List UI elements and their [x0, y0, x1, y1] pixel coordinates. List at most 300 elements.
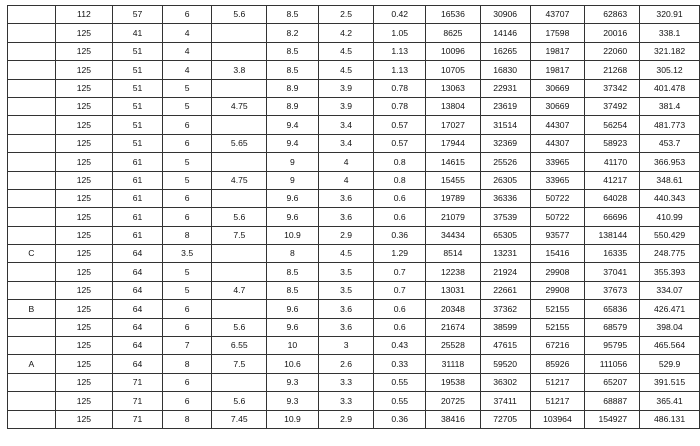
table-cell: 19789 [426, 189, 481, 207]
table-cell: 14146 [480, 24, 530, 42]
table-cell: 64 [113, 245, 163, 263]
table-cell: 25526 [480, 153, 530, 171]
table-cell: 61 [113, 189, 163, 207]
table-row [8, 245, 700, 263]
table-cell [212, 24, 267, 42]
table-cell: 3.9 [318, 97, 374, 115]
table-cell: 37539 [480, 208, 530, 226]
table-cell: 12238 [426, 263, 481, 281]
table-cell: 6 [162, 373, 212, 391]
table-cell: 21268 [585, 61, 640, 79]
table-cell: 4.7 [212, 281, 267, 299]
table-cell: 6 [162, 208, 212, 226]
table-cell: 0.36 [374, 226, 426, 244]
table-cell: 1.05 [374, 24, 426, 42]
table-cell: 5.6 [212, 318, 267, 336]
table-cell: 20725 [426, 392, 481, 410]
table-cell: 47615 [480, 337, 530, 355]
row-group-label [8, 373, 56, 391]
table-cell: 64 [113, 337, 163, 355]
table-cell [212, 42, 267, 60]
row-group-label: A [8, 355, 56, 373]
table-cell: 30906 [480, 6, 530, 24]
table-cell [212, 263, 267, 281]
table-cell: 8 [267, 245, 319, 263]
table-cell: 3.6 [318, 208, 374, 226]
table-cell: 71 [113, 373, 163, 391]
row-group-label: B [8, 300, 56, 318]
table-cell: 41 [113, 24, 163, 42]
table-cell: 125 [55, 171, 113, 189]
table-cell: 15455 [426, 171, 481, 189]
table-cell: 125 [55, 226, 113, 244]
table-cell: 125 [55, 24, 113, 42]
table-row [8, 116, 700, 134]
table-cell: 125 [55, 134, 113, 152]
table-cell: 57 [113, 6, 163, 24]
table-cell: 37411 [480, 392, 530, 410]
table-cell: 398.04 [640, 318, 700, 336]
table-cell: 3.6 [318, 318, 374, 336]
table-cell: 7.5 [212, 226, 267, 244]
table-cell: 6.55 [212, 337, 267, 355]
table-cell: 50722 [530, 189, 585, 207]
table-cell: 65836 [585, 300, 640, 318]
table-cell: 10705 [426, 61, 481, 79]
table-cell: 5.6 [212, 6, 267, 24]
table-cell: 0.7 [374, 281, 426, 299]
table-cell: 51 [113, 97, 163, 115]
table-cell: 3 [318, 337, 374, 355]
table-cell: 440.343 [640, 189, 700, 207]
table-cell: 4.75 [212, 97, 267, 115]
table-cell: 66696 [585, 208, 640, 226]
table-cell: 51 [113, 61, 163, 79]
table-cell: 8.9 [267, 97, 319, 115]
table-cell: 8.2 [267, 24, 319, 42]
table-row [8, 281, 700, 299]
table-cell: 6 [162, 189, 212, 207]
table-cell: 7 [162, 337, 212, 355]
table-cell: 25528 [426, 337, 481, 355]
table-cell [212, 116, 267, 134]
table-cell: 338.1 [640, 24, 700, 42]
table-cell: 41217 [585, 171, 640, 189]
table-cell: 381.4 [640, 97, 700, 115]
table-cell: 16265 [480, 42, 530, 60]
table-cell: 125 [55, 337, 113, 355]
table-cell: 4.5 [318, 42, 374, 60]
table-body [8, 6, 700, 429]
table-cell: 0.8 [374, 171, 426, 189]
table-cell: 401.478 [640, 79, 700, 97]
table-row [8, 6, 700, 24]
table-cell: 41170 [585, 153, 640, 171]
row-group-label [8, 392, 56, 410]
table-cell: 5 [162, 153, 212, 171]
table-cell: 125 [55, 189, 113, 207]
table-cell: 3.4 [318, 116, 374, 134]
table-cell: 5 [162, 263, 212, 281]
table-cell: 5.6 [212, 208, 267, 226]
table-cell: 0.55 [374, 392, 426, 410]
table-row [8, 42, 700, 60]
table-cell: 4 [318, 171, 374, 189]
table-cell: 103964 [530, 410, 585, 428]
table-row [8, 61, 700, 79]
table-cell: 3.4 [318, 134, 374, 152]
table-row [8, 392, 700, 410]
table-cell: 61 [113, 208, 163, 226]
table-cell: 36336 [480, 189, 530, 207]
table-cell: 125 [55, 373, 113, 391]
table-cell: 6 [162, 318, 212, 336]
table-cell: 50722 [530, 208, 585, 226]
table-cell: 453.7 [640, 134, 700, 152]
table-cell: 529.9 [640, 355, 700, 373]
table-cell: 125 [55, 116, 113, 134]
table-cell: 0.57 [374, 134, 426, 152]
table-cell: 51217 [530, 392, 585, 410]
table-cell: 2.9 [318, 226, 374, 244]
data-table [7, 5, 700, 429]
table-cell: 8.5 [267, 263, 319, 281]
table-cell: 21079 [426, 208, 481, 226]
table-cell [212, 300, 267, 318]
table-cell: 5.6 [212, 392, 267, 410]
table-cell: 21674 [426, 318, 481, 336]
table-cell: 16830 [480, 61, 530, 79]
table-cell: 17944 [426, 134, 481, 152]
table-cell: 72705 [480, 410, 530, 428]
table-cell: 305.12 [640, 61, 700, 79]
table-cell: 19538 [426, 373, 481, 391]
row-group-label [8, 6, 56, 24]
table-cell: 16335 [585, 245, 640, 263]
table-cell: 4.5 [318, 61, 374, 79]
table-cell: 34434 [426, 226, 481, 244]
table-cell: 58923 [585, 134, 640, 152]
table-cell: 125 [55, 245, 113, 263]
table-cell: 37492 [585, 97, 640, 115]
table-cell: 0.57 [374, 116, 426, 134]
table-cell: 51 [113, 134, 163, 152]
table-cell: 125 [55, 300, 113, 318]
row-group-label: C [8, 245, 56, 263]
table-cell: 0.55 [374, 373, 426, 391]
row-group-label [8, 263, 56, 281]
table-cell: 154927 [585, 410, 640, 428]
table-cell: 4 [162, 61, 212, 79]
table-cell: 71 [113, 410, 163, 428]
table-cell: 4.75 [212, 171, 267, 189]
table-cell: 8.5 [267, 61, 319, 79]
table-cell: 62863 [585, 6, 640, 24]
table-row [8, 208, 700, 226]
table-cell: 125 [55, 318, 113, 336]
table-cell: 65207 [585, 373, 640, 391]
table-cell: 23619 [480, 97, 530, 115]
table-cell: 6 [162, 6, 212, 24]
table-cell: 125 [55, 392, 113, 410]
table-cell: 321.182 [640, 42, 700, 60]
table-cell: 365.41 [640, 392, 700, 410]
table-cell: 0.78 [374, 97, 426, 115]
table-cell: 10.6 [267, 355, 319, 373]
table-cell: 59520 [480, 355, 530, 373]
table-cell: 2.6 [318, 355, 374, 373]
table-cell: 30669 [530, 97, 585, 115]
table-cell: 64 [113, 263, 163, 281]
table-cell: 125 [55, 79, 113, 97]
table-cell: 0.33 [374, 355, 426, 373]
table-cell: 38416 [426, 410, 481, 428]
table-cell: 15416 [530, 245, 585, 263]
table-cell [212, 189, 267, 207]
table-cell: 5 [162, 97, 212, 115]
row-group-label [8, 61, 56, 79]
table-cell: 71 [113, 392, 163, 410]
table-cell: 0.6 [374, 208, 426, 226]
table-cell: 125 [55, 410, 113, 428]
table-cell: 4 [162, 42, 212, 60]
table-cell: 9.6 [267, 189, 319, 207]
table-row [8, 337, 700, 355]
table-cell: 3.6 [318, 300, 374, 318]
table-cell: 6 [162, 300, 212, 318]
table-row [8, 171, 700, 189]
table-cell: 29908 [530, 263, 585, 281]
table-cell: 2.5 [318, 6, 374, 24]
table-cell: 3.3 [318, 392, 374, 410]
table-cell: 52155 [530, 318, 585, 336]
table-row [8, 263, 700, 281]
table-cell: 10.9 [267, 410, 319, 428]
table-cell: 8 [162, 355, 212, 373]
table-cell: 3.5 [162, 245, 212, 263]
table-cell: 19817 [530, 61, 585, 79]
table-cell: 0.8 [374, 153, 426, 171]
table-cell: 3.3 [318, 373, 374, 391]
table-cell: 125 [55, 153, 113, 171]
table-cell: 3.8 [212, 61, 267, 79]
table-cell: 61 [113, 171, 163, 189]
table-cell: 9 [267, 153, 319, 171]
table-cell: 8.5 [267, 42, 319, 60]
table-cell: 1.13 [374, 61, 426, 79]
table-cell: 1.13 [374, 42, 426, 60]
table-cell: 481.773 [640, 116, 700, 134]
table-cell: 9.3 [267, 392, 319, 410]
table-cell: 8 [162, 410, 212, 428]
table-cell: 410.99 [640, 208, 700, 226]
table-cell: 37673 [585, 281, 640, 299]
table-cell: 125 [55, 208, 113, 226]
table-cell: 9 [267, 171, 319, 189]
table-row [8, 410, 700, 428]
table-cell: 30669 [530, 79, 585, 97]
table-cell: 3.5 [318, 281, 374, 299]
table-cell: 36302 [480, 373, 530, 391]
table-row [8, 300, 700, 318]
table-cell: 4 [318, 153, 374, 171]
table-cell: 4 [162, 24, 212, 42]
table-cell: 64 [113, 318, 163, 336]
table-cell: 67216 [530, 337, 585, 355]
table-cell: 20016 [585, 24, 640, 42]
table-row [8, 134, 700, 152]
row-group-label [8, 410, 56, 428]
table-cell: 56254 [585, 116, 640, 134]
row-group-label [8, 153, 56, 171]
table-cell: 13031 [426, 281, 481, 299]
table-cell: 248.775 [640, 245, 700, 263]
table-cell: 125 [55, 355, 113, 373]
table-cell: 21924 [480, 263, 530, 281]
table-cell: 4.2 [318, 24, 374, 42]
table-cell: 320.91 [640, 6, 700, 24]
table-cell: 8.5 [267, 281, 319, 299]
table-cell: 2.9 [318, 410, 374, 428]
table-cell: 20348 [426, 300, 481, 318]
table-row [8, 373, 700, 391]
table-cell: 9.3 [267, 373, 319, 391]
table-cell: 29908 [530, 281, 585, 299]
table-cell: 43707 [530, 6, 585, 24]
table-cell: 52155 [530, 300, 585, 318]
table-cell: 8.9 [267, 79, 319, 97]
table-cell: 64 [113, 300, 163, 318]
table-cell: 13063 [426, 79, 481, 97]
table-row [8, 97, 700, 115]
table-cell: 10096 [426, 42, 481, 60]
row-group-label [8, 134, 56, 152]
table-cell: 14615 [426, 153, 481, 171]
table-cell: 13804 [426, 97, 481, 115]
table-cell: 7.45 [212, 410, 267, 428]
table-cell: 5.65 [212, 134, 267, 152]
table-cell: 0.43 [374, 337, 426, 355]
table-cell: 5 [162, 79, 212, 97]
table-cell: 6 [162, 392, 212, 410]
table-cell: 0.42 [374, 6, 426, 24]
table-cell: 366.953 [640, 153, 700, 171]
table-cell: 7.5 [212, 355, 267, 373]
table-cell: 3.5 [318, 263, 374, 281]
table-cell: 8514 [426, 245, 481, 263]
table-cell: 64 [113, 355, 163, 373]
table-cell: 8625 [426, 24, 481, 42]
table-cell: 22661 [480, 281, 530, 299]
row-group-label [8, 318, 56, 336]
table-cell: 391.515 [640, 373, 700, 391]
table-cell: 0.78 [374, 79, 426, 97]
table-cell: 125 [55, 97, 113, 115]
table-cell: 0.6 [374, 189, 426, 207]
table-cell: 68579 [585, 318, 640, 336]
table-cell: 355.393 [640, 263, 700, 281]
table-cell: 5 [162, 171, 212, 189]
table-cell: 17027 [426, 116, 481, 134]
table-cell: 125 [55, 61, 113, 79]
table-cell: 486.131 [640, 410, 700, 428]
table-cell: 426.471 [640, 300, 700, 318]
table-cell: 95795 [585, 337, 640, 355]
table-cell: 64 [113, 281, 163, 299]
table-cell: 9.6 [267, 208, 319, 226]
table-cell [212, 245, 267, 263]
row-group-label [8, 116, 56, 134]
table-cell: 33965 [530, 153, 585, 171]
table-cell: 8 [162, 226, 212, 244]
table-cell: 1.29 [374, 245, 426, 263]
row-group-label [8, 208, 56, 226]
table-cell: 10 [267, 337, 319, 355]
table-cell: 44307 [530, 116, 585, 134]
table-cell: 37342 [585, 79, 640, 97]
row-group-label [8, 42, 56, 60]
table-cell: 17598 [530, 24, 585, 42]
table-cell: 112 [55, 6, 113, 24]
table-cell: 0.7 [374, 263, 426, 281]
table-row [8, 79, 700, 97]
table-cell: 22060 [585, 42, 640, 60]
table-cell: 68887 [585, 392, 640, 410]
table-cell: 3.9 [318, 79, 374, 97]
table-cell [212, 79, 267, 97]
table-row [8, 153, 700, 171]
table-cell: 0.6 [374, 318, 426, 336]
table-cell: 550.429 [640, 226, 700, 244]
row-group-label [8, 189, 56, 207]
table-row [8, 226, 700, 244]
table-cell: 9.6 [267, 300, 319, 318]
table-cell: 61 [113, 153, 163, 171]
table-cell: 16536 [426, 6, 481, 24]
table-cell: 51 [113, 42, 163, 60]
table-cell: 348.61 [640, 171, 700, 189]
table-cell: 26305 [480, 171, 530, 189]
table-cell: 9.4 [267, 134, 319, 152]
table-cell: 32369 [480, 134, 530, 152]
table-cell: 19817 [530, 42, 585, 60]
table-cell: 10.9 [267, 226, 319, 244]
table-cell [212, 153, 267, 171]
table-cell: 51217 [530, 373, 585, 391]
table-cell: 5 [162, 281, 212, 299]
table-cell: 37362 [480, 300, 530, 318]
table-cell: 51 [113, 79, 163, 97]
table-cell: 13231 [480, 245, 530, 263]
table-cell: 111056 [585, 355, 640, 373]
table-row [8, 189, 700, 207]
table-cell: 9.6 [267, 318, 319, 336]
table-cell: 51 [113, 116, 163, 134]
row-group-label [8, 24, 56, 42]
table-cell: 125 [55, 42, 113, 60]
table-cell: 0.6 [374, 300, 426, 318]
table-cell: 85926 [530, 355, 585, 373]
row-group-label [8, 171, 56, 189]
table-cell: 8.5 [267, 6, 319, 24]
table-cell: 38599 [480, 318, 530, 336]
table-cell: 125 [55, 263, 113, 281]
row-group-label [8, 281, 56, 299]
table-cell: 3.6 [318, 189, 374, 207]
table-cell: 44307 [530, 134, 585, 152]
table-cell: 93577 [530, 226, 585, 244]
table-row [8, 318, 700, 336]
